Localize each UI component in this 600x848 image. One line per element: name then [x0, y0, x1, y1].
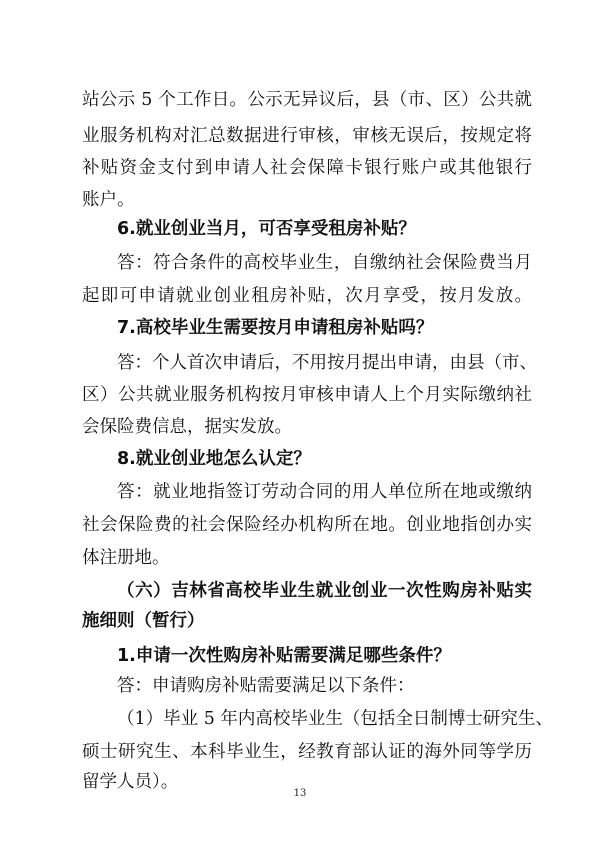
section-heading: 8.就业创业地怎么认定？ — [117, 449, 311, 469]
section-heading: （六）吉林省高校毕业生就业创业一次性购房补贴实 — [117, 581, 532, 601]
text-line: 答：申请购房补贴需要满足以下条件： — [117, 676, 415, 696]
section-heading: 7.高校毕业生需要按月申请租房补贴吗？ — [117, 318, 434, 338]
text-line: 会保险费信息，据实发放。 — [82, 417, 292, 437]
text-line: 答：符合条件的高校毕业生，自缴纳社会保险费当月 — [117, 253, 532, 273]
text-line: 答：个人首次申请后，不用按月提出申请，由县（市、 — [117, 353, 537, 373]
text-line: 补贴资金支付到申请人社会保障卡银行账户或其他银行 — [82, 158, 532, 178]
text-line: 站公示 5 个工作日。公示无异议后，县（市、区）公共就 — [82, 90, 532, 110]
text-line: 账户。 — [82, 190, 135, 210]
text-line: 体注册地。 — [82, 548, 170, 568]
text-line: 区）公共就业服务机构按月审核申请人上个月实际缴纳社 — [82, 385, 532, 405]
text-line: （1）毕业 5 年内高校毕业生（包括全日制博士研究生、 — [117, 709, 553, 729]
text-line: 社会保险费的社会保险经办机构所在地。创业地指创办实 — [82, 515, 532, 535]
section-heading: 6.就业创业当月，可否享受租房补贴？ — [117, 219, 416, 239]
text-line: 起即可申请就业创业租房补贴，次月享受，按月发放。 — [82, 286, 532, 306]
section-heading: 施细则（暂行） — [82, 611, 205, 631]
page-number: 13 — [293, 788, 307, 799]
text-line: 业服务机构对汇总数据进行审核，审核无误后，按规定将 — [82, 126, 532, 146]
section-heading: 1.申请一次性购房补贴需要满足哪些条件？ — [117, 646, 451, 666]
text-line: 答：就业地指签订劳动合同的用人单位所在地或缴纳 — [117, 482, 532, 502]
text-line: 硕士研究生、本科毕业生，经教育部认证的海外同等学历 — [82, 742, 532, 762]
text-line: 留学人员）。 — [82, 772, 179, 792]
